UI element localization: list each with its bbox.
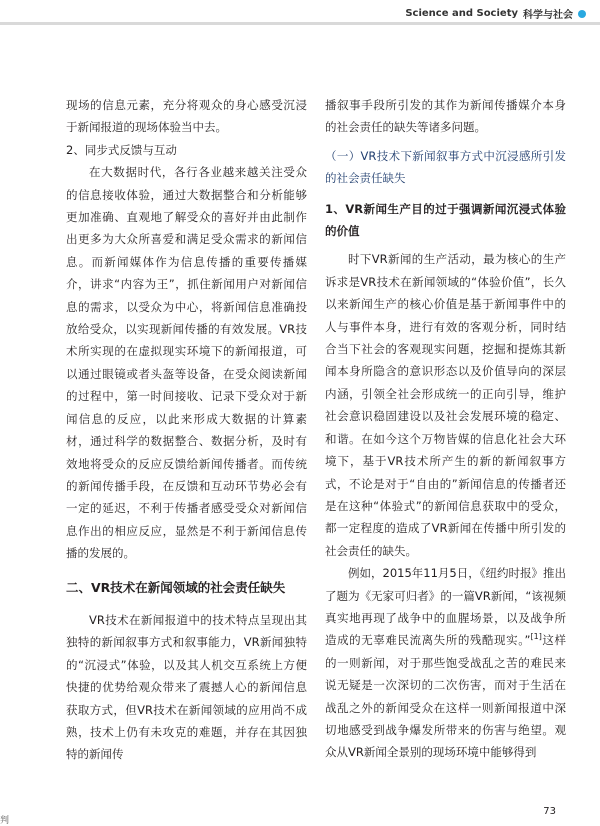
paragraph-text: 这样的一则新闻，对于那些饱受战乱之苦的难民来说无疑是一次深切的二次伤害，而对于生活在战乱之外的新闻受众在这样一则新闻报道中深切地感受到战争爆发所带来的伤害与绝望。观众从VR新闻全景别的现场环境中能够得到	[325, 633, 566, 760]
journal-title-en: Science and Society	[405, 8, 518, 19]
paragraph: 播叙事手段所引发的其作为新闻传播媒介本身的社会责任的缺失等诸多问题。	[325, 98, 566, 135]
running-header	[405, 6, 586, 21]
reference-marker: [1]	[530, 632, 542, 642]
left-column	[66, 94, 307, 766]
paragraph	[325, 562, 566, 764]
page-number: 73	[543, 806, 556, 817]
corner-mark: 判	[0, 816, 10, 826]
right-column	[325, 94, 566, 764]
paragraph: 时下VR新闻的生产活动，最为核心的生产诉求是VR技术在新闻领域的“体验价值”，长久以来新闻生产的核心价值是基于新闻事件中的人与事件本身，进行有效的客观分析，同时结合当下社会的客观现实问题，挖掘和提炼其新闻本身所隐含的意识形态以及价值导向的深层内涵，引领全社会形成统一的正向引导，维护社会意识稳固建设以及社会发展环境的稳定、和谐。在如今这个万物皆媒的信息化社会大环境下，基于VR技术所产生的新的新闻叙事方式，不论是对于“自由的”新闻信息的传播者还是在这种“体验式”的新闻信息获取中的受众，都一定程度的造成了VR新闻在传播中所引发的社会责任的缺失。	[325, 252, 566, 558]
subsection-heading: 2、同步式反馈与互动	[66, 142, 177, 157]
paragraph: 现场的信息元素，充分将观众的身心感受沉浸于新闻报道的现场体验当中去。	[66, 98, 307, 135]
blue-dot-icon	[578, 10, 586, 18]
header-divider	[0, 22, 600, 25]
paragraph-text: 例如，2015年11月5日，《纽约时报》推出了题为《无家可归者》的一篇VR新闻，“该视频真实地再现了战争中的血腥场景，以及战争所造成的无辜难民流离失所的残酷现实。”	[325, 566, 566, 648]
sub-subsection-heading: 1、VR新闻生产目的过于强调新闻沉浸式体验的价值	[325, 201, 566, 239]
journal-title-cn: 科学与社会	[523, 10, 573, 21]
paragraph: 在大数据时代，各行各业越来越关注受众的信息接收体验，通过大数据整合和分析能够更加准确、直观地了解受众的喜好并由此制作出更多为大众所喜爱和满足受众需求的新闻信息。而新闻媒体作为信息传播的重要传播媒介，讲求“内容为王”，抓住新闻用户对新闻信息的需求，以受众为中心，将新闻信息准确投放给受众，以实现新闻传播的有效发展。VR技术所实现的在虚拟现实环境下的新闻报道，可以通过眼镜或者头盔等设备，在受众阅读新闻的过程中，第一时间接收、记录下受众对于新闻信息的反应，以此来形成大数据的计算素材，通过科学的数据整合、数据分析，及时有效地将受众的反应反馈给新闻传播者。而传统的新闻传播手段，在反馈和互动环节势必会有一定的延迟，不利于传播者感受受众对新闻信息作出的相应反应，显然是不利于新闻信息传播的发展的。	[66, 165, 307, 561]
paragraph: VR技术在新闻报道中的技术特点呈现出其独特的新闻叙事方式和叙事能力，VR新闻独特的“沉浸式”体验，以及其人机交互系统上方便快捷的优势给观众带来了震撼人心的新闻信息获取方式，但VR技术在新闻领域的应用尚不成熟，技术上仍有未攻克的难题，并存在其因独特的新闻传	[66, 612, 307, 762]
subsection-heading: （一）VR技术下新闻叙事方式中沉浸感所引发的社会责任缺失	[325, 148, 566, 186]
section-heading: 二、VR技术在新闻领域的社会责任缺失	[66, 579, 286, 595]
